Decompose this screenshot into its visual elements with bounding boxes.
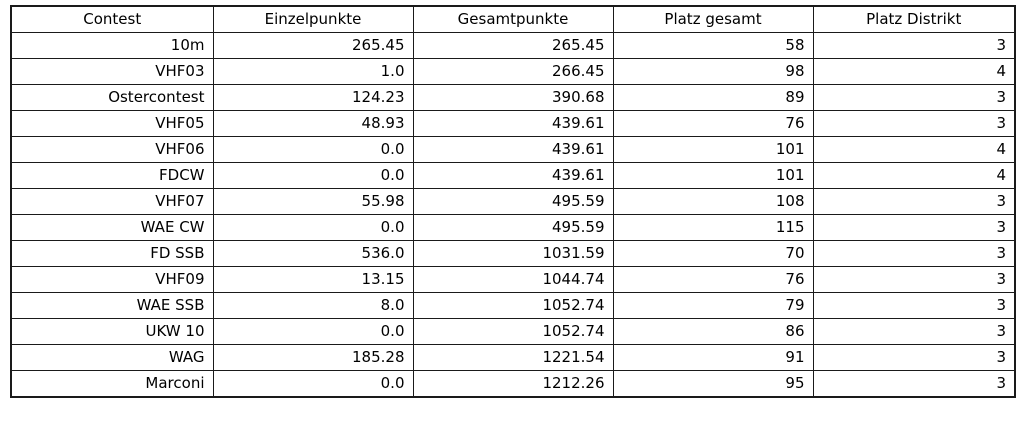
table-body <box>11 33 1015 398</box>
cell-contest: VHF07 <box>11 189 213 215</box>
cell-contest: UKW 10 <box>11 319 213 345</box>
table-row <box>11 293 1015 319</box>
cell-platz-gesamt: 79 <box>613 293 813 319</box>
column-header-gesamtpunkte: Gesamtpunkte <box>413 6 613 33</box>
cell-einzelpunkte: 536.0 <box>213 241 413 267</box>
cell-einzelpunkte: 124.23 <box>213 85 413 111</box>
cell-einzelpunkte: 265.45 <box>213 33 413 59</box>
cell-platz-distrikt: 3 <box>813 33 1015 59</box>
cell-gesamtpunkte: 1031.59 <box>413 241 613 267</box>
cell-gesamtpunkte: 1044.74 <box>413 267 613 293</box>
cell-platz-gesamt: 58 <box>613 33 813 59</box>
contest-results-table <box>10 5 1016 398</box>
table-row <box>11 85 1015 111</box>
cell-platz-distrikt: 4 <box>813 163 1015 189</box>
cell-contest: Ostercontest <box>11 85 213 111</box>
cell-gesamtpunkte: 1052.74 <box>413 293 613 319</box>
cell-platz-distrikt: 3 <box>813 189 1015 215</box>
cell-gesamtpunkte: 439.61 <box>413 111 613 137</box>
table-row <box>11 33 1015 59</box>
cell-contest: 10m <box>11 33 213 59</box>
cell-platz-distrikt: 3 <box>813 85 1015 111</box>
cell-contest: FD SSB <box>11 241 213 267</box>
cell-einzelpunkte: 55.98 <box>213 189 413 215</box>
cell-einzelpunkte: 48.93 <box>213 111 413 137</box>
cell-platz-distrikt: 4 <box>813 59 1015 85</box>
table-row <box>11 59 1015 85</box>
table-row <box>11 163 1015 189</box>
cell-platz-gesamt: 115 <box>613 215 813 241</box>
table-row <box>11 111 1015 137</box>
cell-platz-distrikt: 3 <box>813 241 1015 267</box>
cell-gesamtpunkte: 1221.54 <box>413 345 613 371</box>
cell-contest: WAE CW <box>11 215 213 241</box>
table-header-row <box>11 6 1015 33</box>
cell-gesamtpunkte: 1212.26 <box>413 371 613 398</box>
cell-contest: VHF09 <box>11 267 213 293</box>
cell-contest: VHF03 <box>11 59 213 85</box>
cell-einzelpunkte: 0.0 <box>213 319 413 345</box>
cell-einzelpunkte: 1.0 <box>213 59 413 85</box>
cell-gesamtpunkte: 439.61 <box>413 163 613 189</box>
cell-contest: WAE SSB <box>11 293 213 319</box>
cell-platz-distrikt: 3 <box>813 319 1015 345</box>
cell-gesamtpunkte: 266.45 <box>413 59 613 85</box>
cell-platz-gesamt: 98 <box>613 59 813 85</box>
cell-platz-gesamt: 70 <box>613 241 813 267</box>
cell-gesamtpunkte: 1052.74 <box>413 319 613 345</box>
cell-platz-distrikt: 3 <box>813 215 1015 241</box>
cell-platz-gesamt: 91 <box>613 345 813 371</box>
cell-contest: WAG <box>11 345 213 371</box>
column-header-platz-gesamt: Platz gesamt <box>613 6 813 33</box>
cell-platz-gesamt: 76 <box>613 267 813 293</box>
table-header <box>11 6 1015 33</box>
cell-platz-gesamt: 86 <box>613 319 813 345</box>
cell-platz-gesamt: 101 <box>613 163 813 189</box>
table-row <box>11 371 1015 398</box>
cell-einzelpunkte: 0.0 <box>213 215 413 241</box>
table-row <box>11 215 1015 241</box>
cell-gesamtpunkte: 265.45 <box>413 33 613 59</box>
table-row <box>11 267 1015 293</box>
cell-contest: VHF06 <box>11 137 213 163</box>
cell-einzelpunkte: 8.0 <box>213 293 413 319</box>
cell-einzelpunkte: 0.0 <box>213 163 413 189</box>
cell-platz-gesamt: 76 <box>613 111 813 137</box>
cell-platz-gesamt: 101 <box>613 137 813 163</box>
column-header-contest: Contest <box>11 6 213 33</box>
cell-gesamtpunkte: 390.68 <box>413 85 613 111</box>
cell-contest: VHF05 <box>11 111 213 137</box>
cell-platz-gesamt: 95 <box>613 371 813 398</box>
cell-einzelpunkte: 13.15 <box>213 267 413 293</box>
cell-platz-distrikt: 3 <box>813 371 1015 398</box>
cell-platz-distrikt: 3 <box>813 293 1015 319</box>
cell-contest: Marconi <box>11 371 213 398</box>
cell-einzelpunkte: 0.0 <box>213 137 413 163</box>
cell-platz-distrikt: 4 <box>813 137 1015 163</box>
cell-contest: FDCW <box>11 163 213 189</box>
cell-platz-gesamt: 108 <box>613 189 813 215</box>
cell-gesamtpunkte: 439.61 <box>413 137 613 163</box>
table-row <box>11 345 1015 371</box>
cell-platz-distrikt: 3 <box>813 111 1015 137</box>
cell-platz-distrikt: 3 <box>813 267 1015 293</box>
table-row <box>11 189 1015 215</box>
cell-gesamtpunkte: 495.59 <box>413 215 613 241</box>
column-header-einzelpunkte: Einzelpunkte <box>213 6 413 33</box>
cell-einzelpunkte: 0.0 <box>213 371 413 398</box>
cell-einzelpunkte: 185.28 <box>213 345 413 371</box>
column-header-platz-distrikt: Platz Distrikt <box>813 6 1015 33</box>
table-row <box>11 319 1015 345</box>
cell-platz-gesamt: 89 <box>613 85 813 111</box>
table-row <box>11 137 1015 163</box>
table-row <box>11 241 1015 267</box>
cell-gesamtpunkte: 495.59 <box>413 189 613 215</box>
cell-platz-distrikt: 3 <box>813 345 1015 371</box>
